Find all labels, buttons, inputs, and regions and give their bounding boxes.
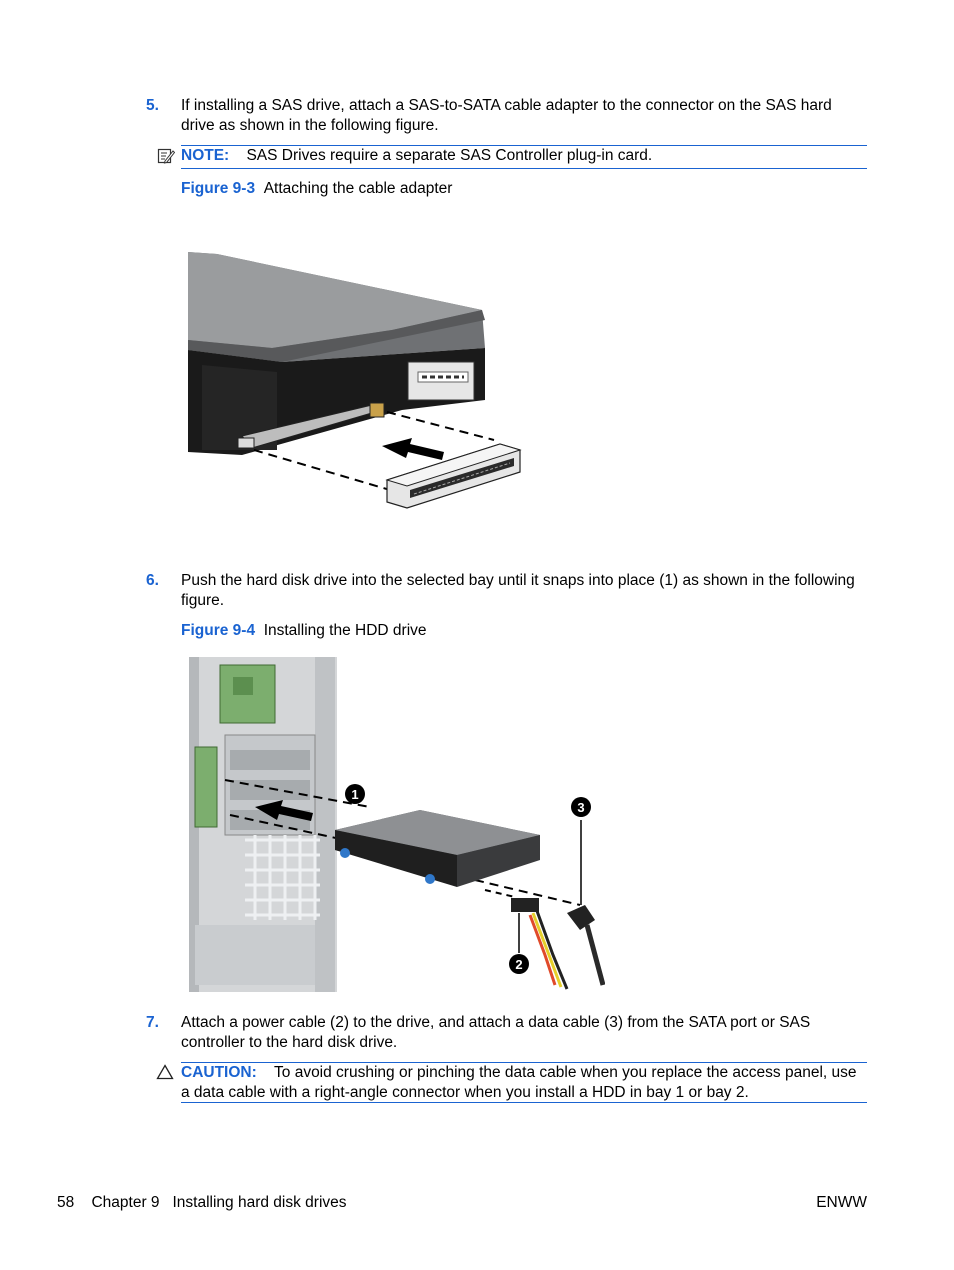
- figure-caption: [181, 621, 427, 640]
- figure-hdd-install-illustration: [185, 655, 605, 1000]
- caution-text: To avoid crushing or pinching the data cable when you replace the access panel, use a data cable with a right-angle connector when you install a HDD in bay 1 or bay 2.: [181, 1064, 857, 1101]
- step-number: 7.: [146, 1014, 159, 1031]
- figure-caption: [181, 179, 452, 198]
- note-label: NOTE:: [181, 147, 230, 164]
- figure-label: Figure 9-4: [181, 622, 256, 639]
- callout-1: 1: [351, 787, 359, 802]
- footer-chapter: Chapter 9: [91, 1194, 160, 1211]
- figure-cable-adapter-illustration: [182, 240, 532, 520]
- step-text: If installing a SAS drive, attach a SAS-to-SATA cable adapter to the connector on the SAS hard drive as shown in the following figure.: [181, 97, 832, 134]
- page-number: 58: [57, 1194, 75, 1211]
- figure-label: Figure 9-3: [181, 180, 256, 197]
- step-number: 6.: [146, 572, 159, 589]
- caution-triangle-icon: [156, 1064, 174, 1085]
- step-number: 5.: [146, 97, 159, 114]
- step-text: Push the hard disk drive into the selected bay until it snaps into place (1) as shown in the following figure.: [181, 572, 855, 609]
- figure-caption-text: Installing the HDD drive: [263, 622, 427, 639]
- caution-label: CAUTION:: [181, 1064, 257, 1081]
- footer-right: ENWW: [816, 1194, 867, 1211]
- note: [181, 146, 867, 166]
- caution-bottom-rule: [181, 1102, 867, 1103]
- caution: [181, 1063, 867, 1102]
- footer-left: [57, 1193, 347, 1212]
- callout-2: 2: [515, 957, 523, 972]
- note-text: SAS Drives require a separate SAS Controller plug-in card.: [246, 147, 653, 164]
- note-pencil-icon: [157, 147, 175, 170]
- callout-3: 3: [577, 800, 585, 815]
- footer-chapter-title: Installing hard disk drives: [172, 1194, 347, 1211]
- figure-caption-text: Attaching the cable adapter: [263, 180, 453, 197]
- step-text: Attach a power cable (2) to the drive, and attach a data cable (3) from the SATA port or SAS controller to the hard disk drive.: [181, 1014, 811, 1051]
- note-bottom-rule: [181, 168, 867, 169]
